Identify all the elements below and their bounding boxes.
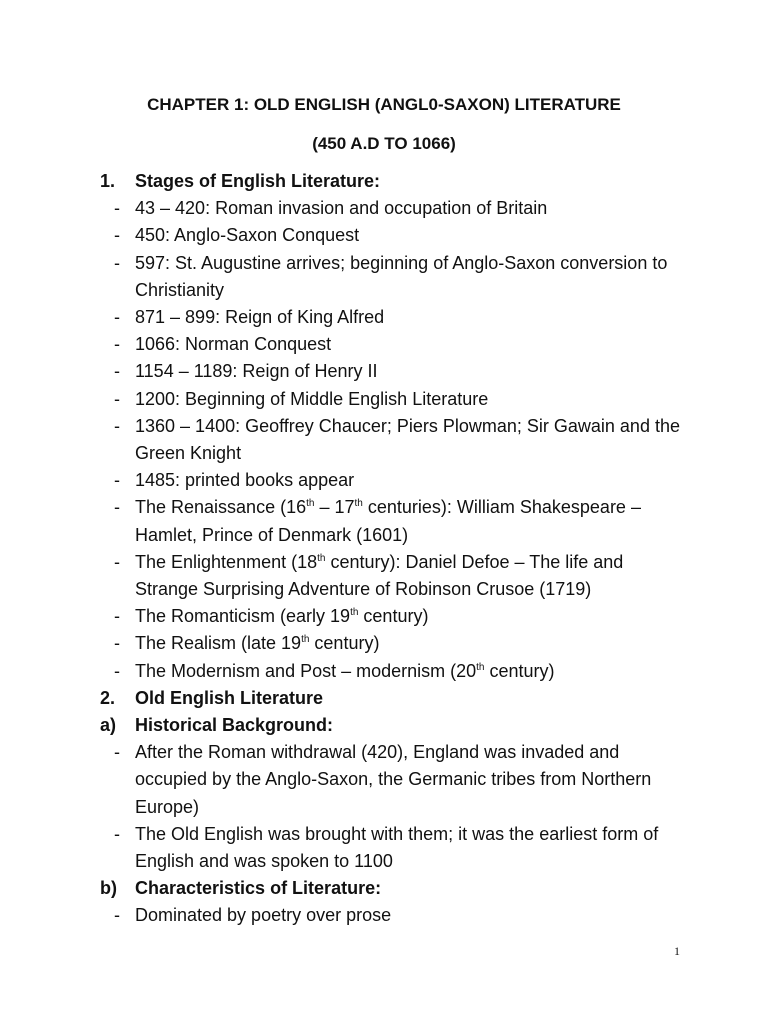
dash-bullet: - (114, 660, 120, 681)
dash-bullet: - (114, 388, 120, 409)
list-item-text: 1154 – 1189: Reign of Henry II (135, 361, 378, 382)
document-body (100, 168, 690, 930)
dash-bullet: - (114, 551, 120, 572)
list-letter: a) (100, 715, 117, 736)
list-item-text: 1360 – 1400: Geoffrey Chaucer; Piers Plowman; Sir Gawain and the Green Knight (135, 415, 680, 464)
dash-bullet: - (114, 470, 120, 491)
section-heading-historical-background (100, 712, 690, 739)
list-number: 1. (100, 171, 116, 191)
dash-bullet: - (114, 606, 120, 627)
dash-bullet: - (114, 633, 120, 654)
list-item (100, 603, 690, 630)
list-item (100, 739, 690, 821)
list-item (100, 413, 690, 467)
list-item-text: 450: Anglo-Saxon Conquest (135, 225, 360, 246)
list-item (100, 658, 690, 685)
section-heading-characteristics (100, 875, 690, 902)
list-item (100, 331, 690, 358)
list-item (100, 304, 690, 331)
list-item-text: The Renaissance (16th – 17th centuries): William Shakespeare – Hamlet, Prince of Denmark (1601) (135, 497, 641, 545)
list-item-text: 871 – 899: Reign of King Alfred (135, 307, 385, 328)
dash-bullet: - (114, 497, 120, 518)
list-item-text: The Enlightenment (18th century): Daniel Defoe – The life and Strange Surprising Adventure of Robinson Crusoe (1719) (135, 551, 624, 600)
list-item-text: Dominated by poetry over prose (135, 905, 392, 926)
list-item-text: 43 – 420: Roman invasion and occupation of Britain (135, 198, 548, 219)
list-item (100, 250, 690, 304)
heading-text: Historical Background: (135, 715, 334, 736)
list-item (100, 467, 690, 494)
list-item (100, 902, 690, 929)
list-item-text: 1066: Norman Conquest (135, 334, 332, 355)
dash-bullet: - (114, 742, 120, 763)
list-item-text: 1485: printed books appear (135, 470, 355, 491)
dash-bullet: - (114, 198, 120, 219)
list-item (100, 494, 690, 548)
list-item-text: The Old English was brought with them; it was the earliest form of English and was spoken to 1100 (135, 823, 659, 872)
chapter-date-range: (450 A.D TO 1066) (312, 134, 456, 153)
section-heading-stages (100, 168, 690, 195)
list-item (100, 222, 690, 249)
dash-bullet: - (114, 823, 120, 844)
dash-bullet: - (114, 415, 120, 436)
dash-bullet: - (114, 334, 120, 355)
list-item-text: The Realism (late 19th century) (135, 633, 380, 654)
list-item (100, 630, 690, 657)
list-item-text: 597: St. Augustine arrives; beginning of Anglo-Saxon conversion to Christianity (135, 252, 668, 300)
list-item-text: After the Roman withdrawal (420), England was invaded and occupied by the Anglo-Saxon, the Germanic tribes from Northern Europe) (135, 742, 652, 817)
list-item (100, 358, 690, 385)
list-number: 2. (100, 687, 116, 708)
list-item-text: 1200: Beginning of Middle English Literature (135, 388, 489, 409)
dash-bullet: - (114, 361, 120, 382)
dash-bullet: - (114, 307, 120, 328)
page-number: 1 (674, 944, 680, 958)
list-item (100, 549, 690, 603)
heading-text: Stages of English Literature: (135, 171, 381, 191)
list-item (100, 386, 690, 413)
dash-bullet: - (114, 252, 120, 273)
dash-bullet: - (114, 905, 120, 926)
list-item (100, 821, 690, 875)
list-item-text: The Romanticism (early 19th century) (135, 606, 429, 627)
chapter-title: CHAPTER 1: OLD ENGLISH (ANGL0-SAXON) LITERATURE (147, 95, 621, 114)
heading-text: Characteristics of Literature: (135, 878, 382, 899)
dash-bullet: - (114, 225, 120, 246)
list-letter: b) (100, 878, 117, 899)
list-item (100, 195, 690, 222)
section-heading-old-english (100, 685, 690, 712)
heading-text: Old English Literature (135, 687, 324, 708)
list-item-text: The Modernism and Post – modernism (20th century) (135, 660, 555, 681)
